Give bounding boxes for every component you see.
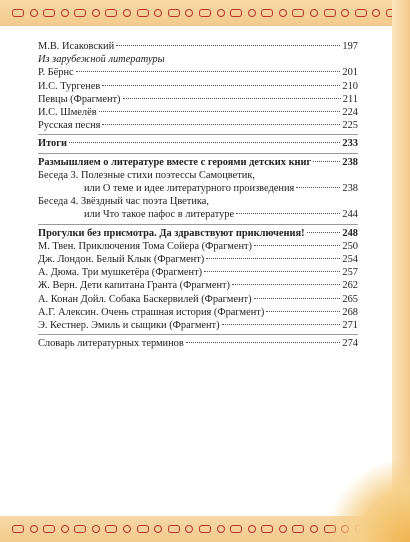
right-decorative-band bbox=[392, 0, 410, 542]
toc-page-number: 250 bbox=[342, 240, 358, 252]
toc-entry-title: А.Г. Алексин. Очень страшная история (Фрагмент) bbox=[38, 306, 265, 318]
toc-page-number: 244 bbox=[342, 209, 358, 221]
section-divider bbox=[38, 224, 358, 225]
toc-entry-title: Прогулки без присмотра. Да здравствуют приключения! bbox=[38, 227, 305, 239]
toc-entry[interactable] bbox=[38, 227, 358, 240]
toc-entry[interactable] bbox=[38, 137, 358, 150]
dot-leader bbox=[206, 258, 340, 259]
table-of-contents bbox=[38, 40, 358, 350]
dot-leader bbox=[116, 45, 340, 46]
dot-leader bbox=[102, 85, 340, 86]
toc-entry[interactable] bbox=[38, 40, 358, 53]
toc-entry[interactable] bbox=[38, 182, 358, 195]
corner-decoration bbox=[330, 462, 410, 542]
toc-entry[interactable] bbox=[38, 279, 358, 292]
top-ornament-border bbox=[0, 0, 410, 26]
toc-entry[interactable] bbox=[38, 156, 358, 169]
dot-leader bbox=[266, 311, 340, 312]
toc-page-number: 211 bbox=[342, 93, 358, 105]
toc-entry-title: Русская песня bbox=[38, 120, 101, 132]
toc-entry-title: Беседа 3. Полезные стихи поэтессы Самоцветик, bbox=[38, 169, 255, 181]
toc-entry-title: А. Дюма. Три мушкетёра (Фрагмент) bbox=[38, 267, 203, 279]
toc-entry[interactable] bbox=[38, 266, 358, 279]
dot-leader bbox=[254, 298, 341, 299]
toc-page-number: 254 bbox=[342, 254, 358, 266]
toc-entry-title: или Что такое пафос в литературе bbox=[84, 209, 235, 221]
toc-entry-title: М.В. Исаковский bbox=[38, 41, 115, 52]
dot-leader bbox=[99, 111, 341, 112]
toc-page-number: 268 bbox=[342, 306, 358, 318]
toc-page-number: 238 bbox=[342, 183, 358, 195]
toc-entry-title: Беседа 4. Звёздный час поэта Цветика, bbox=[38, 196, 209, 208]
toc-entry[interactable] bbox=[38, 240, 358, 253]
section-divider bbox=[38, 334, 358, 335]
toc-entry-title: Итоги bbox=[38, 138, 67, 150]
toc-entry-title: М. Твен. Приключения Тома Сойера (Фрагмент) bbox=[38, 240, 253, 252]
toc-page-number: 210 bbox=[342, 80, 358, 92]
toc-entry-title: Р. Бёрнс bbox=[38, 67, 74, 79]
toc-entry-title: Ж. Верн. Дети капитана Гранта (Фрагмент) bbox=[38, 280, 231, 292]
dot-leader bbox=[254, 245, 340, 246]
toc-entry-title: Словарь литературных терминов bbox=[38, 338, 184, 350]
toc-page-number: 224 bbox=[342, 107, 358, 119]
toc-page-number: 271 bbox=[342, 320, 358, 332]
dot-leader bbox=[69, 142, 340, 143]
section-divider bbox=[38, 153, 358, 154]
toc-entry[interactable] bbox=[38, 169, 358, 182]
toc-entry-title: Размышляем о литературе вместе с героями детских книг bbox=[38, 156, 312, 168]
toc-page-number: 262 bbox=[342, 280, 358, 292]
toc-entry[interactable] bbox=[38, 319, 358, 332]
dot-leader bbox=[307, 232, 341, 233]
toc-entry[interactable] bbox=[38, 106, 358, 119]
dot-leader bbox=[123, 98, 341, 99]
section-divider bbox=[38, 134, 358, 135]
toc-page-number: 201 bbox=[342, 67, 358, 79]
toc-entry-title: И.С. Тургенев bbox=[38, 80, 101, 92]
toc-entry-title: И.С. Шмелёв bbox=[38, 107, 97, 119]
dot-leader bbox=[222, 324, 341, 325]
ornament-pattern bbox=[12, 9, 398, 17]
toc-page-number: 233 bbox=[342, 138, 358, 150]
dot-leader bbox=[102, 124, 340, 125]
toc-page-number: 257 bbox=[342, 267, 358, 279]
toc-section-heading: Из зарубежной литературы bbox=[38, 54, 165, 66]
toc-entry[interactable] bbox=[38, 293, 358, 306]
dot-leader bbox=[313, 161, 340, 162]
toc-page-number: 265 bbox=[342, 293, 358, 305]
toc-entry[interactable] bbox=[38, 337, 358, 350]
toc-page-number: 274 bbox=[342, 338, 358, 350]
dot-leader bbox=[296, 187, 340, 188]
toc-entry[interactable] bbox=[38, 80, 358, 93]
toc-page-number: 248 bbox=[342, 227, 358, 239]
dot-leader bbox=[204, 271, 340, 272]
toc-entry-title: Певцы (Фрагмент) bbox=[38, 93, 121, 105]
toc-page-number: 225 bbox=[342, 120, 358, 132]
toc-page-number: 238 bbox=[342, 156, 358, 168]
toc-entry[interactable] bbox=[38, 253, 358, 266]
toc-entry[interactable] bbox=[38, 119, 358, 132]
toc-entry[interactable] bbox=[38, 195, 358, 208]
toc-entry[interactable] bbox=[38, 66, 358, 79]
toc-entry[interactable] bbox=[38, 93, 358, 106]
dot-leader bbox=[232, 284, 340, 285]
toc-page-number: 197 bbox=[342, 41, 358, 52]
toc-entry-title: или О теме и идее литературного произведения bbox=[84, 183, 295, 195]
dot-leader bbox=[186, 342, 341, 343]
dot-leader bbox=[236, 213, 340, 214]
toc-entry-title: Э. Кестнер. Эмиль и сыщики (Фрагмент) bbox=[38, 320, 220, 332]
dot-leader bbox=[76, 71, 341, 72]
toc-entry-title: А. Конан Дойл. Собака Баскервилей (Фрагмент) bbox=[38, 293, 252, 305]
toc-entry[interactable] bbox=[38, 208, 358, 221]
toc-entry[interactable] bbox=[38, 306, 358, 319]
toc-entry-title: Дж. Лондон. Белый Клык (Фрагмент) bbox=[38, 254, 205, 266]
